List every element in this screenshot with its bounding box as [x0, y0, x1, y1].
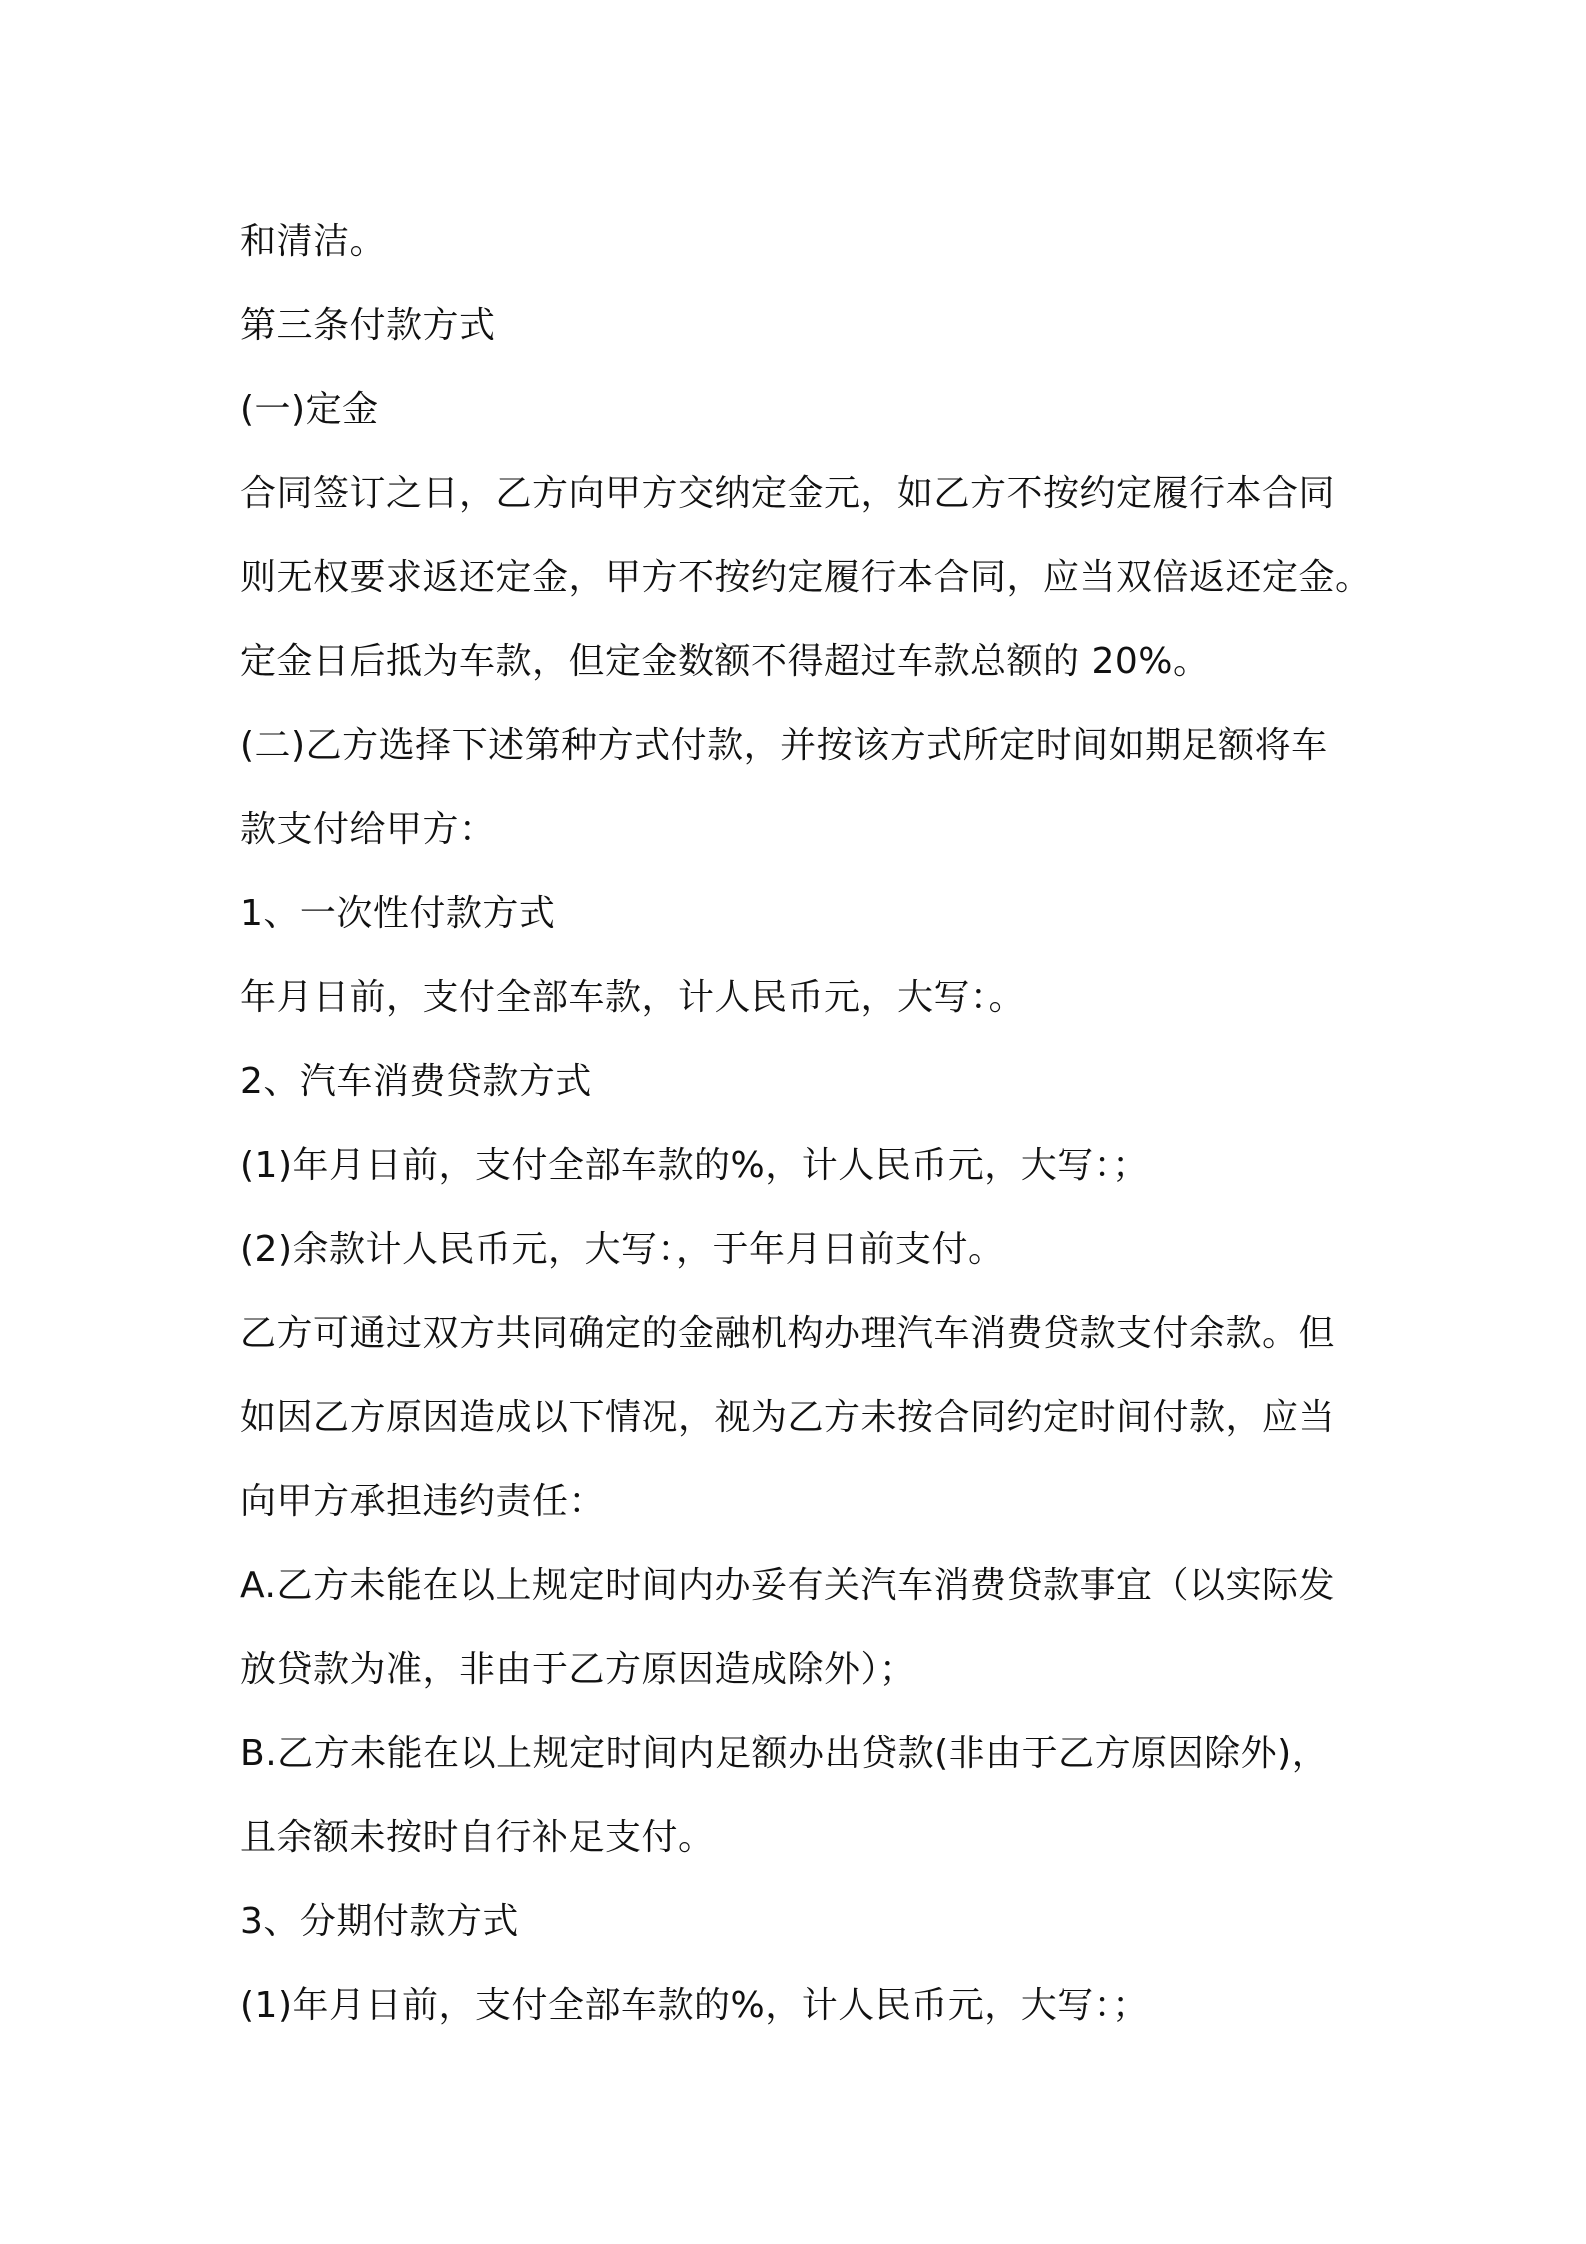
list-item-heading: 3、分期付款方式: [240, 1901, 519, 1942]
list-item-heading: 2、汽车消费贷款方式: [240, 1061, 592, 1102]
text-line: 年月日前，支付全部车款，计人民币元，大写：。: [240, 977, 1026, 1018]
text-line: (1)年月日前，支付全部车款的%，计人民币元，大写：；: [240, 1145, 1149, 1186]
text-line: 如因乙方原因造成以下情况，视为乙方未按合同约定时间付款，应当: [240, 1397, 1336, 1438]
text-line: 定金日后抵为车款，但定金数额不得超过车款总额的 20%。: [240, 641, 1210, 682]
text-line: 向甲方承担违约责任：: [240, 1481, 606, 1522]
text-line: A.乙方未能在以上规定时间内办妥有关汽车消费贷款事宜（以实际发: [240, 1565, 1335, 1606]
text-line: (1)年月日前，支付全部车款的%，计人民币元，大写：；: [240, 1985, 1149, 2026]
section-heading: 第三条付款方式: [240, 305, 496, 346]
subsection-heading: (一)定金: [240, 389, 379, 430]
document-page: [240, 200, 1372, 2048]
text-line: 放贷款为准，非由于乙方原因造成除外）；: [240, 1649, 916, 1690]
text-line: 且余额未按时自行补足支付。: [240, 1817, 715, 1858]
text-line: 则无权要求返还定金，甲方不按约定履行本合同，应当双倍返还定金。: [240, 557, 1372, 598]
text-line: 和清洁。: [240, 221, 387, 262]
subsection-heading: (二)乙方选择下述第种方式付款，并按该方式所定时间如期足额将车: [240, 725, 1328, 766]
text-line: 乙方可通过双方共同确定的金融机构办理汽车消费贷款支付余款。但: [240, 1313, 1336, 1354]
list-item-heading: 1、一次性付款方式: [240, 893, 556, 934]
text-line: B.乙方未能在以上规定时间内足额办出贷款(非由于乙方原因除外)，: [240, 1733, 1329, 1774]
text-line: (2)余款计人民币元，大写：，于年月日前支付。: [240, 1229, 1005, 1270]
text-line: 合同签订之日，乙方向甲方交纳定金元，如乙方不按约定履行本合同: [240, 473, 1336, 514]
text-line: 款支付给甲方：: [240, 809, 496, 850]
